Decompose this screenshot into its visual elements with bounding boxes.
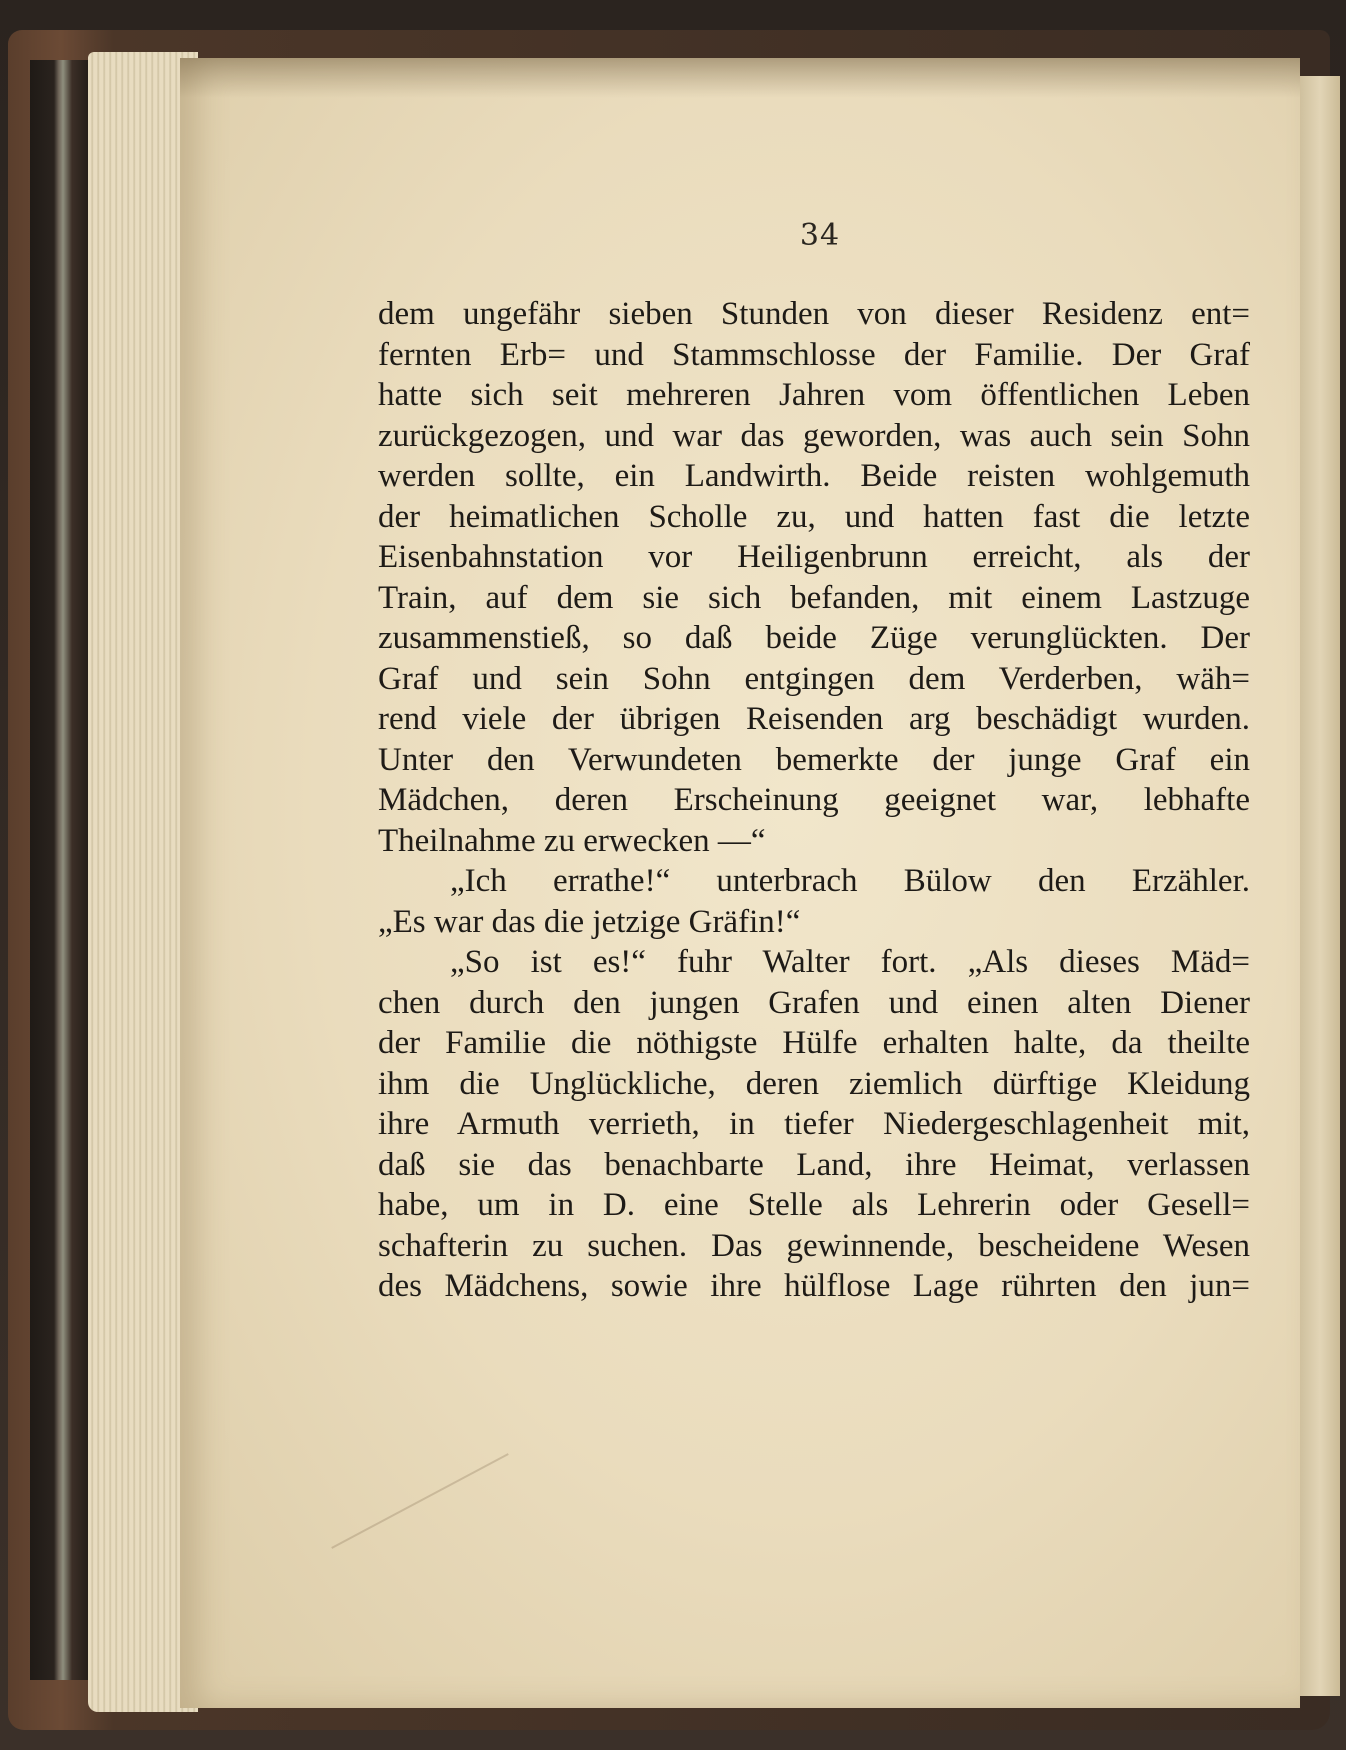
facing-page-edge xyxy=(1300,76,1340,1696)
page-top-shadow xyxy=(180,58,1300,98)
text-line: „So ist es!“ fuhr Walter fort. „Als dieses Mäd= xyxy=(450,944,1250,980)
text-line: Theilnahme zu erwecken —“ xyxy=(378,822,766,859)
text-line: Graf und sein Sohn entgingen dem Verderben, wäh= xyxy=(378,660,1250,697)
text-line: „Ich errathe!“ unterbrach Bülow den Erzähler. xyxy=(450,863,1250,899)
body-text xyxy=(378,294,1250,1307)
text-line: zusammenstieß, so daß beide Züge verunglückten. Der xyxy=(378,620,1250,656)
text-line: rend viele der übrigen Reisenden arg beschädigt wurden. xyxy=(378,701,1250,737)
text-line: ihm die Unglückliche, deren ziemlich dürftige Kleidung xyxy=(378,1065,1250,1102)
text-line: fernten Erb= und Stammschlosse der Familie. Der Graf xyxy=(378,336,1250,373)
text-line: dem ungefähr sieben Stunden von dieser Residenz ent= xyxy=(378,296,1250,332)
text-line: chen durch den jungen Grafen und einen alten Diener xyxy=(378,984,1250,1021)
text-line: des Mädchens, sowie ihre hülflose Lage rührten den jun= xyxy=(378,1268,1250,1304)
text-line: daß sie das benachbarte Land, ihre Heimat, verlassen xyxy=(378,1146,1250,1183)
text-line: schafterin zu suchen. Das gewinnende, bescheidene Wesen xyxy=(378,1227,1250,1264)
page-number: 34 xyxy=(799,218,841,253)
text-line: „Es war das die jetzige Gräfin!“ xyxy=(378,903,801,940)
text-line: der heimatlichen Scholle zu, und hatten fast die letzte xyxy=(378,498,1250,535)
text-line: werden sollte, ein Landwirth. Beide reisten wohlgemuth xyxy=(378,458,1250,494)
text-line: der Familie die nöthigste Hülfe erhalten halte, da theilte xyxy=(378,1025,1250,1061)
text-line: zurückgezogen, und war das geworden, was auch sein Sohn xyxy=(378,417,1250,454)
text-line: habe, um in D. eine Stelle als Lehrerin oder Gesell= xyxy=(378,1187,1250,1223)
text-line: Mädchen, deren Erscheinung geeignet war, lebhafte xyxy=(378,782,1250,818)
text-line: Unter den Verwundeten bemerkte der junge Graf ein xyxy=(378,741,1250,778)
text-line: Train, auf dem sie sich befanden, mit einem Lastzuge xyxy=(378,579,1250,616)
text-line: hatte sich seit mehreren Jahren vom öffentlichen Leben xyxy=(378,377,1250,413)
text-line: Eisenbahnstation vor Heiligenbrunn erreicht, als der xyxy=(378,539,1250,575)
text-line: ihre Armuth verrieth, in tiefer Niedergeschlagenheit mit, xyxy=(378,1106,1250,1142)
book-spine-edge xyxy=(30,60,90,1680)
